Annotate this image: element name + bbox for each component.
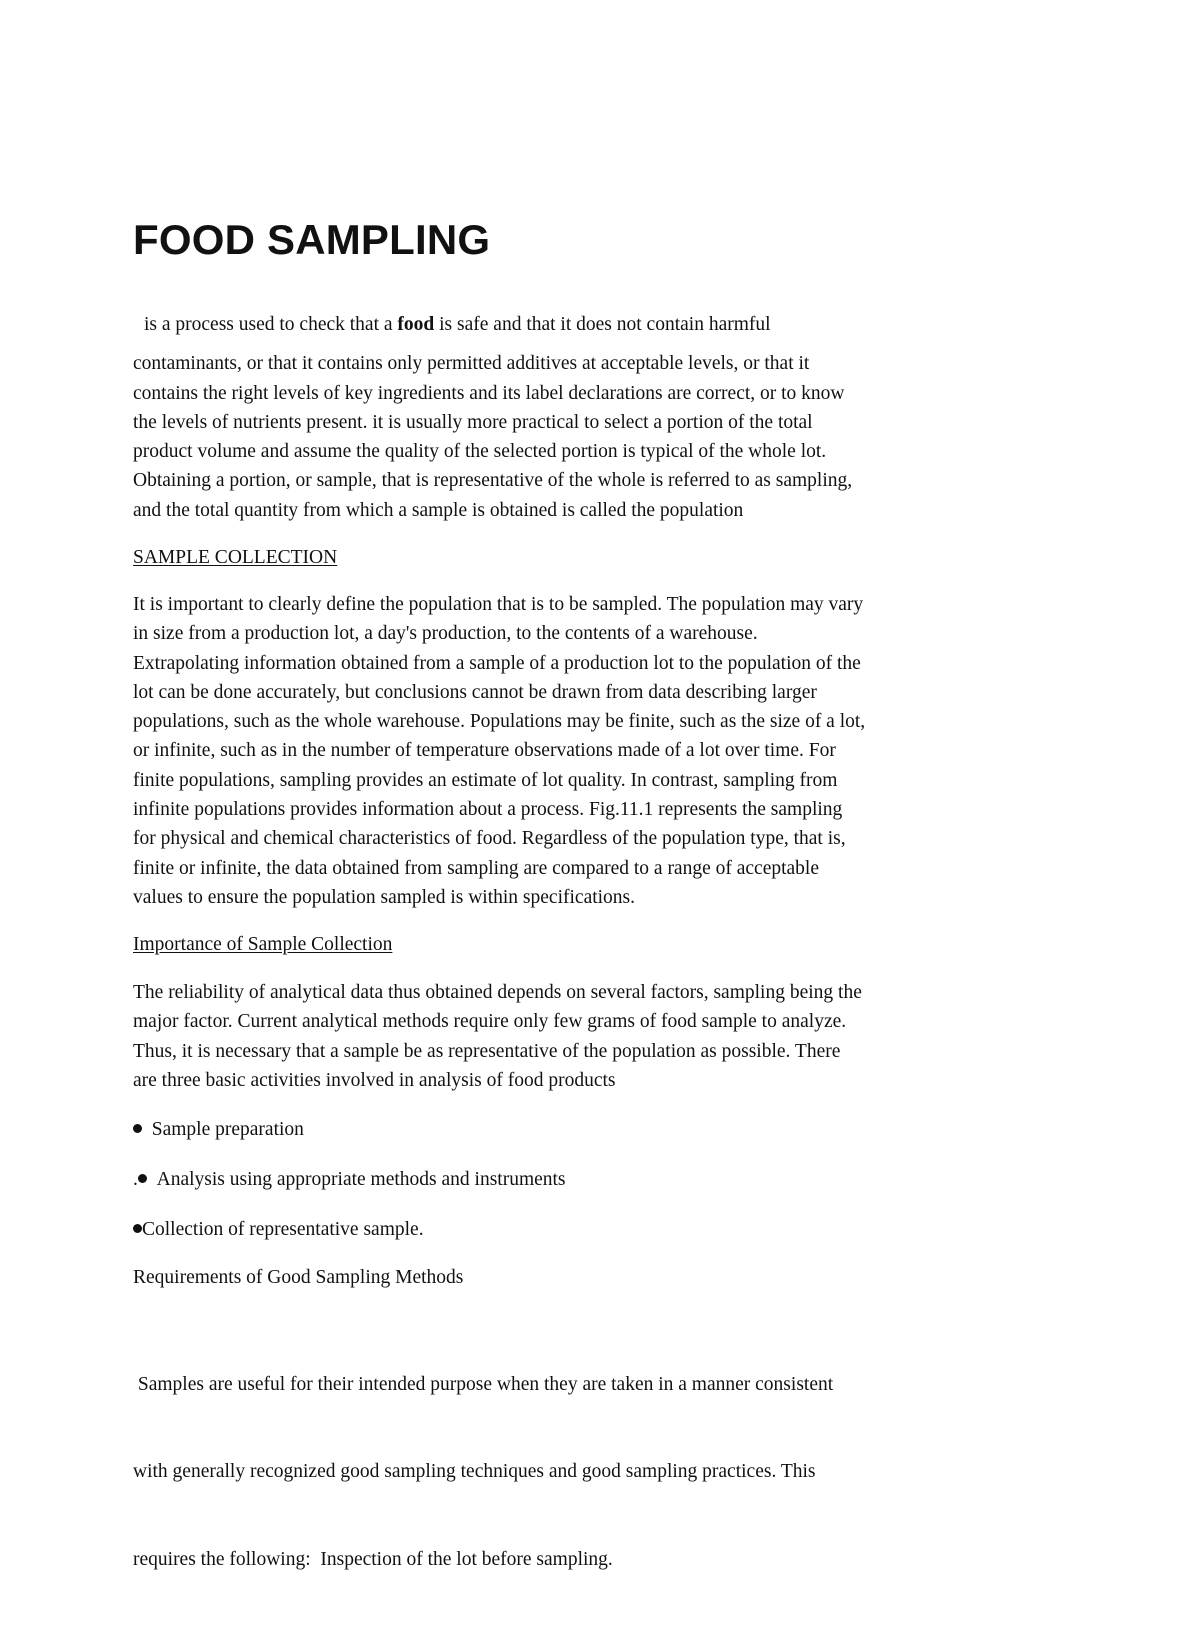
page-title: FOOD SAMPLING [133,216,491,263]
section-heading-sample-collection: SAMPLE COLLECTION [133,547,338,568]
sample-collection-section [133,543,993,572]
paragraph-line: requires the following: Inspection of the lot before sampling. [133,1549,613,1571]
section-heading-importance: Importance of Sample Collection [133,934,393,955]
bullet-dot-icon [138,1174,147,1183]
intro-line: Obtaining a portion, or sample, that is representative of the whole is referred to as sampling, [133,470,853,492]
intro-text-before: is a process used to check that a [144,314,398,335]
intro-line: product volume and assume the quality of the selected portion is typical of the whole lot. [133,441,827,463]
paragraph-line: populations, such as the whole warehouse. Populations may be finite, such as the size of a lot, [133,711,866,733]
bullet-dot-icon [133,1124,142,1133]
importance-paragraph [133,978,993,1095]
paragraph-line: major factor. Current analytical methods require only few grams of food sample to analyze. [133,1011,847,1033]
intro-bold-word: food [397,314,435,335]
requirements-section [133,1263,993,1292]
paragraph-line: infinite populations provides information about a process. Fig.11.1 represents the sampling [133,799,843,821]
intro-line: and the total quantity from which a sample is obtained is called the population [133,499,744,521]
paragraph-line: values to ensure the population sampled is within specifications. [133,886,636,908]
bullet-text: Analysis using appropriate methods and instruments [156,1169,566,1190]
paragraph-line: lot can be done accurately, but conclusions cannot be drawn from data describing larger [133,681,817,703]
paragraph-line: The reliability of analytical data thus obtained depends on several factors, sampling being the [133,982,862,1003]
bullet-text: Collection of representative sample. [142,1219,424,1240]
bullet-dot-icon [133,1224,142,1233]
intro-paragraph [133,310,993,525]
paragraph-line: are three basic activities involved in analysis of food products [133,1069,616,1091]
paragraph-line: or infinite, such as in the number of temperature observations made of a lot over time. For [133,740,836,762]
intro-first-line [133,310,993,339]
section-heading-requirements: Requirements of Good Sampling Methods [133,1267,464,1288]
bullet-item [133,1115,304,1144]
paragraph-line: Samples are useful for their intended purpose when they are taken in a manner consistent [133,1373,834,1395]
intro-line: contaminants, or that it contains only permitted additives at acceptable levels, or that it [133,353,810,375]
intro-line: contains the right levels of key ingredients and its label declarations are correct, or to know [133,382,845,404]
paragraph-line: Thus, it is necessary that a sample be as representative of the population as possible. There [133,1040,841,1062]
importance-section [133,930,993,959]
paragraph-line: finite or infinite, the data obtained from sampling are compared to a range of acceptable [133,857,820,879]
requirements-paragraph [133,1311,993,1633]
sample-collection-paragraph [133,590,993,912]
intro-text-after: is safe and that it does not contain harmful [434,314,771,335]
paragraph-line: for physical and chemical characteristics of food. Regardless of the population type, that is, [133,828,846,850]
paragraph-line: with generally recognized good sampling techniques and good sampling practices. This [133,1461,816,1483]
intro-line: the levels of nutrients present. it is usually more practical to select a portion of the total [133,411,813,433]
paragraph-line: finite populations, sampling provides an estimate of lot quality. In contrast, sampling from [133,769,838,791]
paragraph-line: Extrapolating information obtained from a sample of a production lot to the population of the [133,652,861,674]
paragraph-line: in size from a production lot, a day's production, to the contents of a warehouse. [133,623,758,645]
bullet-item [133,1215,424,1244]
bullet-text: Sample preparation [151,1119,304,1140]
bullet-item [133,1165,566,1194]
bullet-prefix: . [133,1169,138,1190]
paragraph-line: It is important to clearly define the population that is to be sampled. The population may vary [133,594,864,615]
